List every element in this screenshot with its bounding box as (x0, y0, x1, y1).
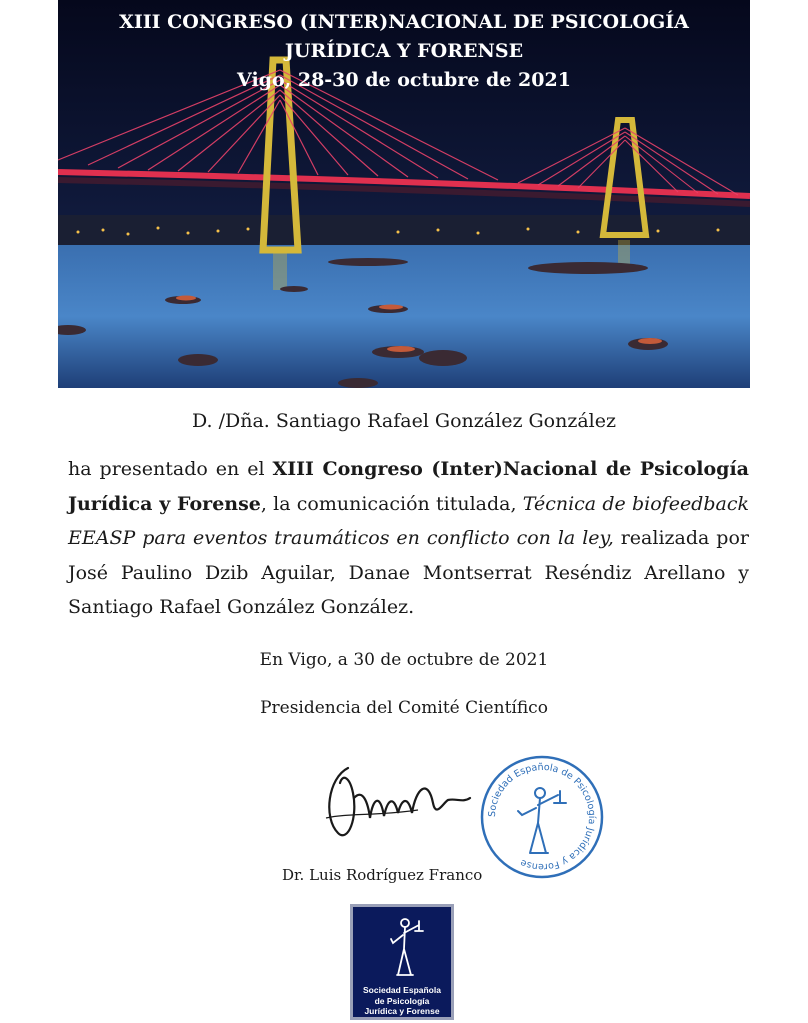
committee-title: Presidencia del Comité Científico (260, 698, 548, 718)
certificate-statement (68, 452, 749, 625)
header-banner (58, 0, 750, 388)
paper-authors: realizada por José Paulino Dzib Aguilar, Danae Montserrat Reséndiz Arellano y Santiago Rafael González González. (68, 527, 749, 618)
signatory-name: Dr. Luis Rodríguez Franco (282, 866, 483, 884)
statement-intro: ha presentado en el (68, 458, 273, 480)
logo-line2: de Psicología (374, 995, 430, 1006)
logo-line3: Jurídica y Forense (364, 1006, 440, 1016)
banner-title-line3: Vigo, 28-30 de octubre de 2021 (237, 69, 571, 91)
handwritten-signature (318, 758, 473, 843)
banner-title-line2: JURÍDICA Y FORENSE (284, 40, 524, 62)
statement-mid: , la comunicación titulada, (260, 492, 523, 515)
society-seal-stamp (478, 753, 606, 881)
place-date: En Vigo, a 30 de octubre de 2021 (259, 650, 549, 670)
justice-statue-icon (385, 913, 425, 981)
svg-text:Sociedad Española de Psicologí (487, 762, 597, 872)
paper-title: Técnica de biofeedback EEASP para eventos traumáticos en conflicto con la ley, (68, 492, 749, 549)
congress-name: XIII Congreso (Inter)Nacional de Psicología Jurídica y Forense (68, 458, 749, 515)
banner-title-line1: XIII CONGRESO (INTER)NACIONAL DE PSICOLOGÍA (119, 11, 689, 33)
stamp-ring-text: Sociedad Española de Psicología Jurídica y Forense (486, 761, 598, 873)
banner-title (58, 8, 750, 95)
recipient-name: D. /Dña. Santiago Rafael González González (191, 410, 617, 432)
society-logo (350, 904, 454, 1020)
logo-line1: Sociedad Española (363, 985, 441, 995)
